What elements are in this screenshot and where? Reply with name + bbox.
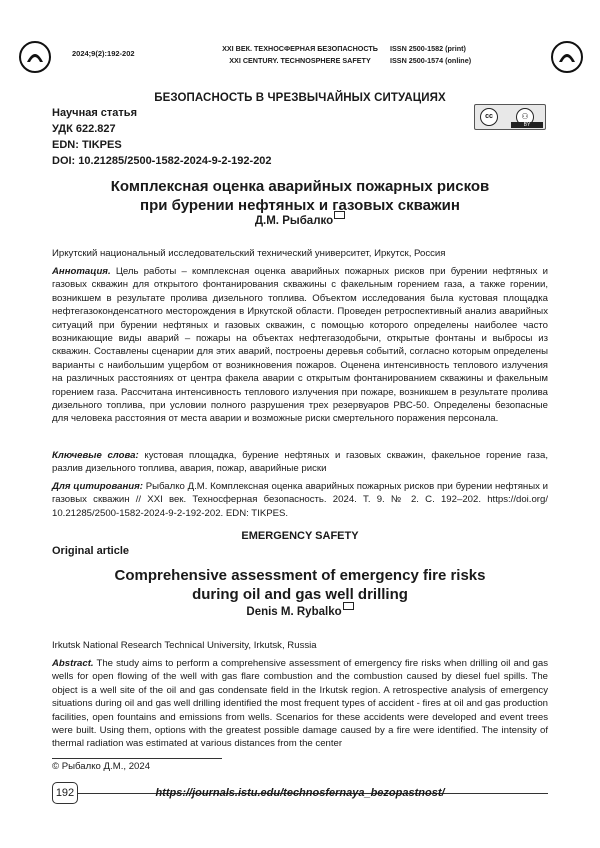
- section-heading-ru: БЕЗОПАСНОСТЬ В ЧРЕЗВЫЧАЙНЫХ СИТУАЦИЯХ: [154, 92, 446, 104]
- citation-ru: [52, 480, 548, 520]
- article-meta: [52, 105, 272, 169]
- journal-name: [0, 43, 600, 67]
- citation-label-ru: Для цитирования:: [52, 481, 143, 492]
- article-type: Научная статья: [52, 107, 137, 119]
- cc-icon: cc: [480, 108, 498, 126]
- page-number: 192: [52, 782, 78, 804]
- university-logo-right: [550, 40, 584, 74]
- abstract-text-ru: Цель работы – комплексная оценка аварийных пожарных рисков при бурении нефтяных и газовых скважин для открытого фонтанирования скважины с факельным горением газа, а также горении, возникшем в результате пролива дизельного топлива. Объектом исследования была кустовая площадка нефтегазоконденсатного месторождения в Иркутской области. Проведен ретроспективный анализ аварийных ситуаций при бурении нефтяных и газовых скважин, с помощью которого определены наиболее часто возникающие виды аварий – пожары на объектах нефтегазодобычи, открытые фонтаны и выбросы из скважин. Составлены сценарии для этих аварий, построены деревья событий, согласно которым определены варианты с наибольшим ущербом от возникновения пожаров. Оценена интенсивность теплового излучения на различных расстояниях от центра факела аварии с открытым фонтанированием скважины и факельным горением газа. Рассчитана интенсивность теплового излучения при пожаре, возникшем в результате пролива дизельного топлива, при условии полного разрушения трех резервуаров РВС-50. Определены безопасные для человека расстояния от места аварии и возможные риски смертельного поражения персонала.: [52, 266, 548, 425]
- title-en-line1: Comprehensive assessment of emergency fire risks: [114, 567, 486, 584]
- affiliation-ru: Иркутский национальный исследовательский технический университет, Иркутск, Россия: [52, 248, 446, 259]
- author-name-en: Denis M. Rybalko: [246, 606, 342, 618]
- email-envelope-icon[interactable]: [334, 211, 345, 219]
- issn-print: ISSN 2500-1582 (print): [390, 44, 466, 53]
- affiliation-en: Irkutsk National Research Technical University, Irkutsk, Russia: [52, 640, 317, 651]
- footnote-rule: [52, 758, 222, 759]
- original-article-label: Original article: [52, 545, 130, 557]
- article-title-ru: [0, 177, 600, 215]
- title-ru-line1: Комплексная оценка аварийных пожарных рисков: [110, 178, 490, 195]
- journal-citation: 2024;9(2):192-202: [72, 49, 135, 58]
- title-ru-line2: при бурении нефтяных и газовых скважин: [140, 197, 460, 214]
- journal-url-link[interactable]: https://journals.istu.edu/technosfernaya_bezopastnost/: [155, 787, 445, 799]
- section-heading-en: EMERGENCY SAFETY: [241, 530, 359, 542]
- person-icon: ⚇: [516, 108, 534, 126]
- keywords-label-ru: Ключевые слова:: [52, 450, 139, 461]
- abstract-label-en: Abstract.: [52, 658, 94, 669]
- edn: EDN: TIKPES: [52, 139, 122, 151]
- keywords-ru: [52, 449, 548, 476]
- email-envelope-icon[interactable]: [343, 602, 354, 610]
- author-en: [0, 606, 600, 618]
- title-en-line2: during oil and gas well drilling: [192, 586, 408, 603]
- citation-text-ru[interactable]: Рыбалко Д.М. Комплексная оценка аварийных пожарных рисков при бурении нефтяных и газовых скважин // XXI век. Техносферная безопасность. 2024. Т. 9. № 2. С. 192–202. https://doi.org/ 10.21285/2500-1582-2024-9-2-192-202. EDN: TIKPES.: [52, 481, 548, 519]
- abstract-label-ru: Аннотация.: [52, 266, 111, 277]
- issn-block: [390, 43, 471, 67]
- author-ru: [0, 215, 600, 227]
- abstract-en: [52, 657, 548, 751]
- issn-online: ISSN 2500-1574 (online): [390, 56, 472, 65]
- journal-name-en: XXI CENTURY. TECHNOSPHERE SAFETY: [229, 56, 371, 65]
- copyright: © Рыбалко Д.М., 2024: [52, 761, 151, 772]
- abstract-text-en: The study aims to perform a comprehensive assessment of emergency fire risks when drilling oil and gas wells for open flowing of the well with gas flare combustion and the combustion caused by diesel fuel spills. The object is a well site of the oil and gas condensate field in the Irkutsk region. A retrospective analysis of emergency situations during oil and gas well drilling identified the most frequent types of accident - fires at oil and gas production facilities, open fountains and emissions from wells. Scenarios for these accidents were developed and event trees were built. Using them, options with the greatest possible damage caused by a fire were identified. The intensity of thermal radiation was estimated at various distances from the center: [52, 658, 548, 750]
- udk: УДК 622.827: [52, 123, 116, 135]
- keywords-text-ru: кустовая площадка, бурение нефтяных и газовых скважин, факельное горение газа, разлив дизельного топлива, авария, пожар, аварийные риски: [52, 450, 548, 475]
- cc-by-license-badge[interactable]: [474, 104, 546, 130]
- article-title-en: [0, 566, 600, 604]
- by-label: BY: [511, 122, 543, 128]
- journal-name-ru: XXI ВЕК. ТЕХНОСФЕРНАЯ БЕЗОПАСНОСТЬ: [222, 44, 378, 53]
- doi: DOI: 10.21285/2500-1582-2024-9-2-192-202: [52, 155, 272, 167]
- abstract-ru: [52, 265, 548, 426]
- author-name-ru: Д.М. Рыбалко: [254, 215, 334, 227]
- university-logo-left: [18, 40, 52, 74]
